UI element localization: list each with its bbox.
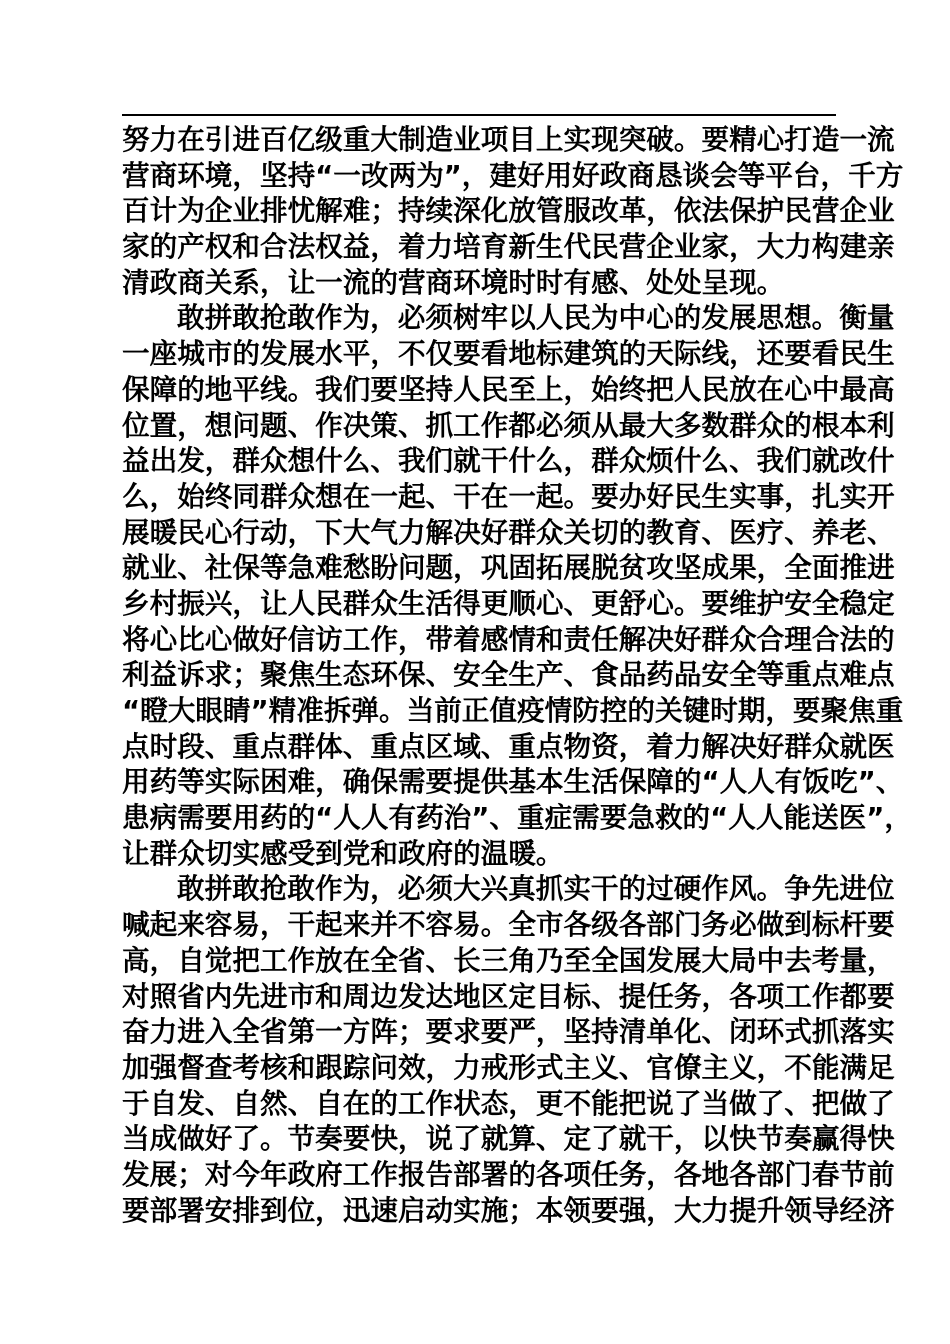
text-line: 于自发、自然、自在的工作状态，更不能把说了当做了、把做了: [122, 1086, 895, 1120]
text-line: 百计为企业排忧解难；持续深化放管服改革，依法保护民营企业: [122, 194, 895, 228]
text-line: 发展；对今年政府工作报告部署的各项任务，各地各部门春节前: [122, 1157, 895, 1191]
text-line: 敢拼敢抢敢作为，必须大兴真抓实干的过硬作风。争先进位: [177, 872, 895, 906]
text-line: 家的产权和合法权益，着力培育新生代民营企业家，大力构建亲: [122, 230, 895, 264]
header-rule: [122, 114, 836, 116]
text-line: 努力在引进百亿级重大制造业项目上实现突破。要精心打造一流: [122, 123, 895, 156]
text-line: 利益诉求；聚焦生态环保、安全生产、食品药品安全等重点难点: [122, 658, 895, 692]
text-line: 加强督查考核和跟踪问效，力戒形式主义、官僚主义，不能满足: [122, 1050, 895, 1084]
text-line: 保障的地平线。我们要坚持人民至上，始终把人民放在心中最高: [122, 372, 895, 406]
body-text: [122, 122, 912, 1228]
text-line: 乡村振兴，让人民群众生活得更顺心、更舒心。要维护安全稳定: [122, 586, 895, 620]
text-line: 就业、社保等急难愁盼问题，巩固拓展脱贫攻坚成果，全面推进: [122, 551, 895, 585]
text-line: 益出发，群众想什么、我们就干什么，群众烦什么、我们就改什: [122, 444, 895, 478]
text-line: 一座城市的发展水平，不仅要看地标建筑的天际线，还要看民生: [122, 337, 895, 371]
text-line: 营商环境，坚持“一改两为”，建好用好政商恳谈会等平台，千方: [122, 158, 904, 192]
text-line: 么，始终同群众想在一起、干在一起。要办好民生实事，扎实开: [122, 479, 895, 513]
text-line: 展暖民心行动，下大气力解决好群众关切的教育、医疗、养老、: [122, 515, 895, 549]
text-line: 让群众切实感受到党和政府的温暖。: [122, 836, 564, 870]
text-line: 清政商关系，让一流的营商环境时时有感、处处呈现。: [122, 265, 785, 299]
text-line: 高，自觉把工作放在全省、长三角乃至全国发展大局中去考量，: [122, 943, 895, 977]
text-line: 患病需要用药的“人人有药治”、重症需要急救的“人人能送医”，: [122, 801, 912, 835]
text-line: 将心比心做好信访工作，带着感情和责任解决好群众合理合法的: [122, 622, 895, 656]
text-line: 位置，想问题、作决策、抓工作都必须从最大多数群众的根本利: [122, 408, 895, 442]
text-line: 敢拼敢抢敢作为，必须树牢以人民为中心的发展思想。衡量: [177, 301, 895, 335]
text-line: 用药等实际困难，确保需要提供基本生活保障的“人人有饭吃”、: [122, 765, 904, 799]
text-line: 当成做好了。节奏要快，说了就算、定了就干，以快节奏赢得快: [122, 1122, 895, 1156]
text-line: 对照省内先进市和周边发达地区定目标、提任务，各项工作都要: [122, 979, 895, 1013]
text-line: 点时段、重点群体、重点区域、重点物资，着力解决好群众就医: [122, 729, 895, 763]
text-line: 奋力进入全省第一方阵；要求要严，坚持清单化、闭环式抓落实: [122, 1015, 895, 1049]
text-line: “瞪大眼睛”精准拆弹。当前正值疫情防控的关键时期，要聚焦重: [122, 694, 904, 727]
text-line: 喊起来容易，干起来并不容易。全市各级各部门务必做到标杆要: [122, 908, 895, 942]
text-line: 要部署安排到位，迅速启动实施；本领要强，大力提升领导经济: [122, 1193, 895, 1227]
